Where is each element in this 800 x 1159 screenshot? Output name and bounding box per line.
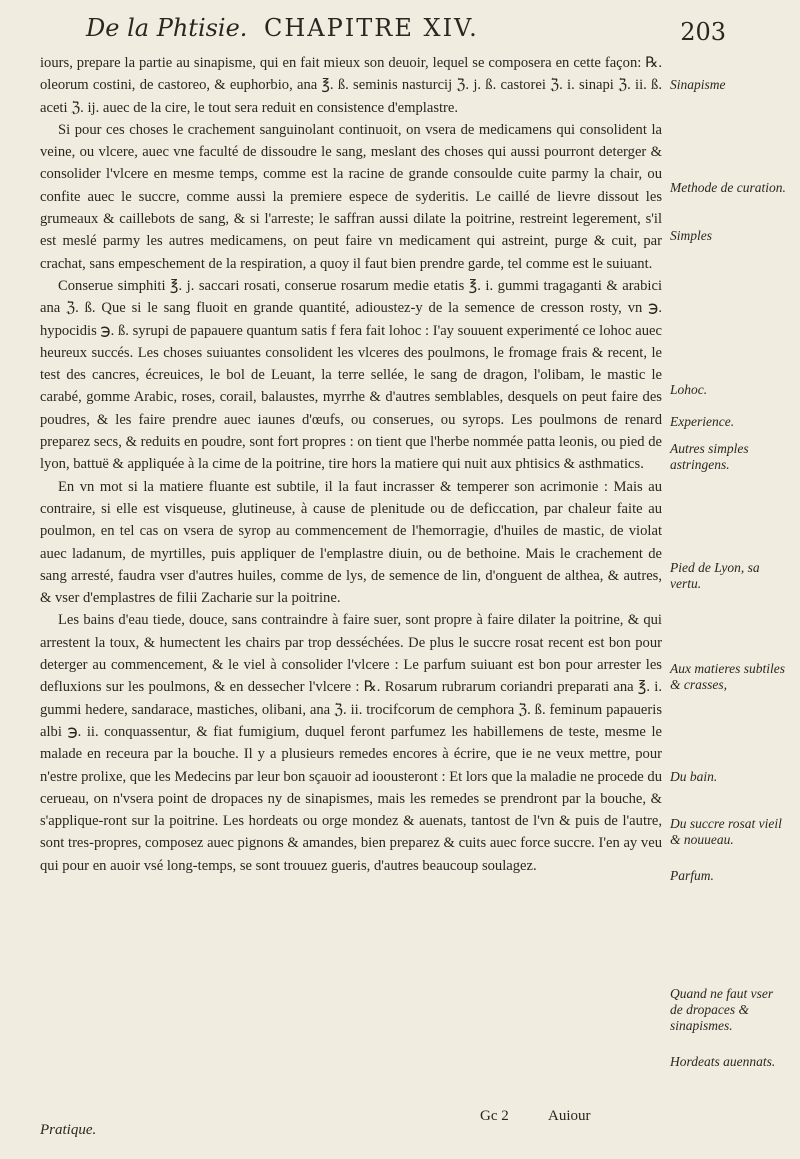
margin-note: Sinapisme xyxy=(670,77,726,92)
margin-note: Du succre rosat vieil & nouueau. xyxy=(670,816,782,847)
margin-note: Pied de Lyon, sa vertu. xyxy=(670,560,760,591)
margin-note: Du bain. xyxy=(670,769,718,784)
paragraph: Les bains d'eau tiede, douce, sans contraindre à faire suer, sont propre à faire dilater la poitrine, & qui arrestent la toux, & humectent les chairs par trop desséchées. De plus le succre rosat recent est bon pour deterger au commencement, & le viel à consolider l'vlcere : Le parfum suiuant est bon pour arrester les defluxions sur les poulmons, & en dessecher l'vlcere : ℞. Rosarum rubrarum coriandri preparati ana ℥. i. gummi hedere, sandarace, mastiches, olibani, ana ℨ. ii. trocifcorum de cemphora ℨ. ß. feminum papaueris albi ℈. ii. conquassentur, & fiat fumigium, duquel feront parfumez les habillemens de teste, mesme le malade en receura par la bouche. Il y a plusieurs remedes encores à écrire, que ie ne veux mettre, pour n'estre prolixe, que les Medecins par leur bon sçauoir ad ioousteront : Et lors que la maladie ne procede du cerueau, on n'vsera point de dropaces ny de sinapismes, mais les remedes se prendront par la bouche, & s'applique-ront sur la poitrine. Les hordeats ou orge mondez & auenats, tantost de l'vn & puis de l'autre, sont tres-propres, composez auec pignons & amandes, bien preparez & cuits auec force succre. I'en ay veu qui pour en auoir vsé long-temps, se sont trouuez gueris, d'autres beaucoup soulagez. xyxy=(40,612,662,874)
body-text xyxy=(40,52,662,877)
margin-note: Hordeats auennats. xyxy=(670,1054,776,1069)
margin-note: Aux matieres subtiles & crasses, xyxy=(670,661,785,692)
margin-note: Simples xyxy=(670,228,712,243)
page-footer xyxy=(40,1100,760,1146)
paragraph: En vn mot si la matiere fluante est subtile, il la faut incrasser & temperer son acrimonie : Mais au contraire, si elle est visqueuse, glutineuse, à cause de plenitude ou de deficcation, par chaleur faite au poulmon, en tel cas on vsera de syrop au commencement de l'hemorragie, d'huiles de mastic, de violat auec ladanum, de myrtilles, puis appliquer de l'emplastre diuin, ou de bethoine. Mais le crachement de sang arresté, faudra vser d'autres huiles, comme de lys, de semence de lin, d'onguent de althea, & autres, & vser d'emplastres de filii Zacharie sur la poitrine. xyxy=(40,478,662,607)
footer-section: Pratique. xyxy=(40,1122,97,1138)
margin-note: Experience. xyxy=(670,414,735,429)
margin-note: Quand ne faut vser de dropaces & sinapismes. xyxy=(670,986,774,1033)
margin-note: Lohoc. xyxy=(670,382,708,397)
page-header xyxy=(86,12,726,52)
chapter-heading: CHAPITRE XIV. xyxy=(264,14,479,42)
signature-mark: Gc 2 xyxy=(480,1108,509,1124)
margin-note: Methode de curation. xyxy=(670,180,786,195)
paragraph: Si pour ces choses le crachement sanguinolant continuoit, on vsera de medicamens qui consolident la veine, ou vlcere, auec vne faculté de dissoudre le sang, meslant des choses qui aussi pourront deterger & consolider l'vlcere en mesme temps, comme est la racine de grande consoulde cuite parmy la chair, ou confite auec le succre, comme aussi la premiere espece de syderitis. Le caillé de lievre dissout les grumeaux & caillebots de sang, & si l'arreste; le saffran aussi dilate la poitrine, restreint legerement, s'il est meslé parmy les autres medicamens, on peut faire vn medicament qui astreint, purge & cuit, par crachat, sans empeschement de la respiration, a quoy il faut bien prendre garde, tel comme est le suiuant. xyxy=(40,121,662,272)
page-number: 203 xyxy=(680,18,726,46)
margin-note: Autres simples astringens. xyxy=(670,441,749,472)
running-title: De la Phtisie. xyxy=(86,14,248,42)
paragraph: Conserue simphiti ℥. j. saccari rosati, conserue rosarum medie etatis ℥. i. gummi tragaganti & arabici ana ℨ. ß. Que si le sang fluoit en grande quantité, adioustez-y de la semence de cresson rosty, vn ℈. hypocidis ℈. ß. syrupi de papauere quantum satis f fera fait lohoc : I'ay souuent experimenté ce lohoc auec heureux succés. Les choses suiuantes consolident les vlceres des poulmons, le fromage frais & recent, le test des cancres, écreuices, le bol de Leuant, la terre sellée, le sang de dragon, l'olibam, le mastic le carabé, gomme Arabic, roses, corail, balaustes, myrrhe & d'autres semblables, desquels on peut faire des poudres, & les faire prendre auec iaunes d'œufs, ou conserues, ou syrops. Les poulmons de renard preparez secs, & reduits en poudre, sont fort propres : on tient que l'herbe nommée patta leonis, ou pied de lyon, battuë & appliquée à la cime de la poitrine, tire hors la matiere qui nuit aux phtisics & asthmatics. xyxy=(40,277,662,473)
margin-note: Parfum. xyxy=(670,868,714,883)
catchword: Auiour xyxy=(548,1108,591,1124)
paragraph: iours, prepare la partie au sinapisme, qui en fait mieux son deuoir, lequel se composera en cette façon: ℞. oleorum costini, de castoreo, & euphorbio, ana ℥. ß. seminis nasturcij ℨ. j. ß. castorei ℨ. i. sinapi ℨ. ii. ß. aceti ℨ. ij. auec de la cire, le tout sera reduit en consistence d'emplastre. xyxy=(40,55,662,116)
